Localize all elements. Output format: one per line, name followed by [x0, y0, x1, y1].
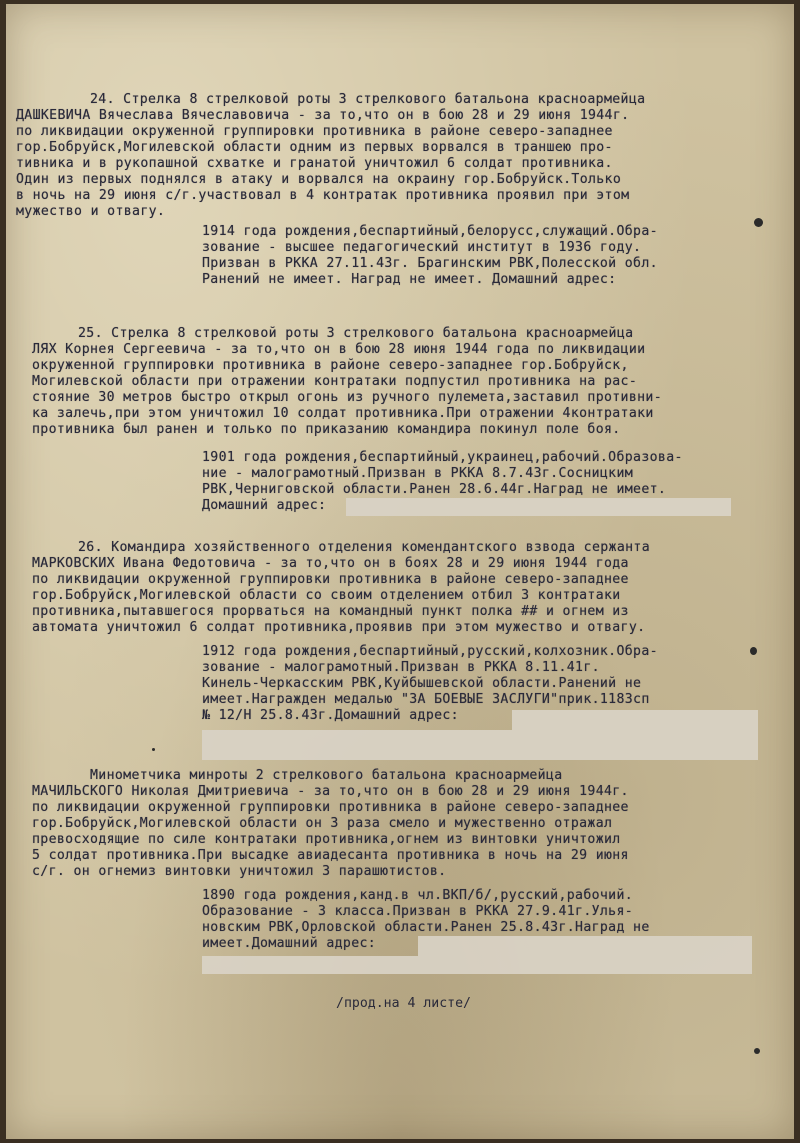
redacted-address — [202, 956, 752, 974]
entry-24-line-3: по ликвидации окруженной группировки противника в районе северо-западнее — [16, 124, 613, 139]
entry-25-bio-1: 1901 года рождения,беспартийный,украинец,рабочий.Образова- — [202, 450, 683, 465]
entry-27-line-4: гор.Бобруйск,Могилевской области он 3 раза смело и мужественно отражал — [32, 816, 613, 831]
entry-25-line-7: противника был ранен и только по приказанию командира покинул поле боя. — [32, 422, 621, 437]
entry-24-bio-2: зование - высшее педагогический институт в 1936 году. — [202, 240, 642, 255]
entry-25-bio-4: Домашний адрес: — [202, 498, 327, 513]
entry-26-line-2: МАРКОВСКИХ Ивана Федотовича - за то,что он в боях 28 и 29 июня 1944 года — [32, 556, 629, 571]
entry-27-line-2: МАЧИЛЬСКОГО Николая Дмитриевича - за то,что он в бою 28 и 29 июня 1944г. — [32, 784, 629, 799]
entry-25-line-2: ЛЯХ Корнея Сергеевича - за то,что он в бою 28 июня 1944 года по ликвидации — [32, 342, 646, 357]
entry-27-bio-3: новским РВК,Орловской области.Ранен 25.8.43г.Наград не — [202, 920, 650, 935]
entry-25-line-1: 25. Стрелка 8 стрелковой роты 3 стрелкового батальона красноармейца — [78, 326, 634, 341]
redacted-address — [418, 936, 752, 956]
entry-24-line-7: в ночь на 29 июня с/г.участвовал в 4 контратак противника проявил при этом — [16, 188, 630, 203]
entry-26-line-6: автомата уничтожил 6 солдат противника,проявив при этом мужество и отвагу. — [32, 620, 646, 635]
entry-26-line-4: гор.Бобруйск,Могилевской области со своим отделением отбил 3 контратаки — [32, 588, 621, 603]
entry-24-line-2: ДАШКЕВИЧА Вячеслава Вячеславовича - за то,что он в бою 28 и 29 июня 1944г. — [16, 108, 630, 123]
entry-27-line-5: превосходящие по силе контратаки противника,огнем из винтовки уничтожил — [32, 832, 621, 847]
continuation-note: /прод.на 4 листе/ — [336, 996, 471, 1011]
entry-26-line-3: по ликвидации окруженной группировки противника в районе северо-западнее — [32, 572, 629, 587]
redacted-address — [202, 730, 758, 760]
entry-27-bio-1: 1890 года рождения,канд.в чл.ВКП/б/,русский,рабочий. — [202, 888, 634, 903]
entry-27-bio-2: Образование - 3 класса.Призван в РККА 27.9.41г.Улья- — [202, 904, 634, 919]
entry-27-bio-4: имеет.Домашний адрес: — [202, 936, 377, 951]
entry-25-line-6: ка залечь,при этом уничтожил 10 солдат противника.При отражении 4контратаки — [32, 406, 654, 421]
ink-blot — [750, 647, 757, 655]
redacted-address — [512, 710, 758, 730]
entry-27-line-6: 5 солдат противника.При высадке авиадесанта противника в ночь на 29 июня — [32, 848, 629, 863]
entry-24-line-8: мужество и отвагу. — [16, 204, 166, 219]
entry-25-bio-3: РВК,Черниговской области.Ранен 28.6.44г.Наград не имеет. — [202, 482, 667, 497]
entry-27-line-1: Минометчика минроты 2 стрелкового батальона красноармейца — [90, 768, 563, 783]
entry-27-line-3: по ликвидации окруженной группировки противника в районе северо-западнее — [32, 800, 629, 815]
entry-24-line-1: 24. Стрелка 8 стрелковой роты 3 стрелкового батальона красноармейца — [90, 92, 646, 107]
entry-24-line-5: тивника и в рукопашной схватке и гранатой уничтожил 6 солдат противника. — [16, 156, 613, 171]
entry-25-bio-2: ние - малограмотный.Призван в РККА 8.7.43г.Сосницким — [202, 466, 634, 481]
entry-26-bio-5: № 12/Н 25.8.43г.Домашний адрес: — [202, 708, 459, 723]
entry-26-line-1: 26. Командира хозяйственного отделения комендантского взвода сержанта — [78, 540, 650, 555]
ink-blot — [754, 218, 763, 227]
entry-26-bio-4: имеет.Награжден медалью "ЗА БОЕВЫЕ ЗАСЛУГИ"прик.1183сп — [202, 692, 650, 707]
entry-24-bio-3: Призван в РККА 27.11.43г. Брагинским РВК,Полесской обл. — [202, 256, 658, 271]
entry-27-line-7: с/г. он огнемиз винтовки уничтожил 3 парашютистов. — [32, 864, 447, 879]
entry-26-bio-1: 1912 года рождения,беспартийный,русский,колхозник.Обра- — [202, 644, 658, 659]
entry-26-bio-3: Кинель-Черкасским РВК,Куйбышевской области.Ранений не — [202, 676, 642, 691]
redacted-address — [346, 498, 731, 516]
entry-24-bio-4: Ранений не имеет. Наград не имеет. Домашний адрес: — [202, 272, 617, 287]
entry-25-line-3: окруженной группировки противника в районе северо-западнее гор.Бобруйск, — [32, 358, 629, 373]
document-page — [6, 4, 794, 1139]
entry-26-bio-2: зование - малограмотный.Призван в РККА 8.11.41г. — [202, 660, 600, 675]
entry-24-line-6: Один из первых поднялся в атаку и ворвался на окраину гор.Бобруйск.Только — [16, 172, 622, 187]
entry-24-bio-1: 1914 года рождения,беспартийный,белорусс,служащий.Обра- — [202, 224, 658, 239]
entry-24-line-4: гор.Бобруйск,Могилевской области одним из первых ворвался в траншею про- — [16, 140, 613, 155]
entry-26-line-5: противника,пытавшегося прорваться на командный пункт полка ## и огнем из — [32, 604, 629, 619]
ink-blot — [152, 748, 155, 751]
entry-25-line-5: стояние 30 метров быстро открыл огонь из ручного пулемета,заставил противни- — [32, 390, 663, 405]
ink-blot — [754, 1048, 760, 1054]
entry-25-line-4: Могилевской области при отражении контратаки подпустил противника на рас- — [32, 374, 638, 389]
